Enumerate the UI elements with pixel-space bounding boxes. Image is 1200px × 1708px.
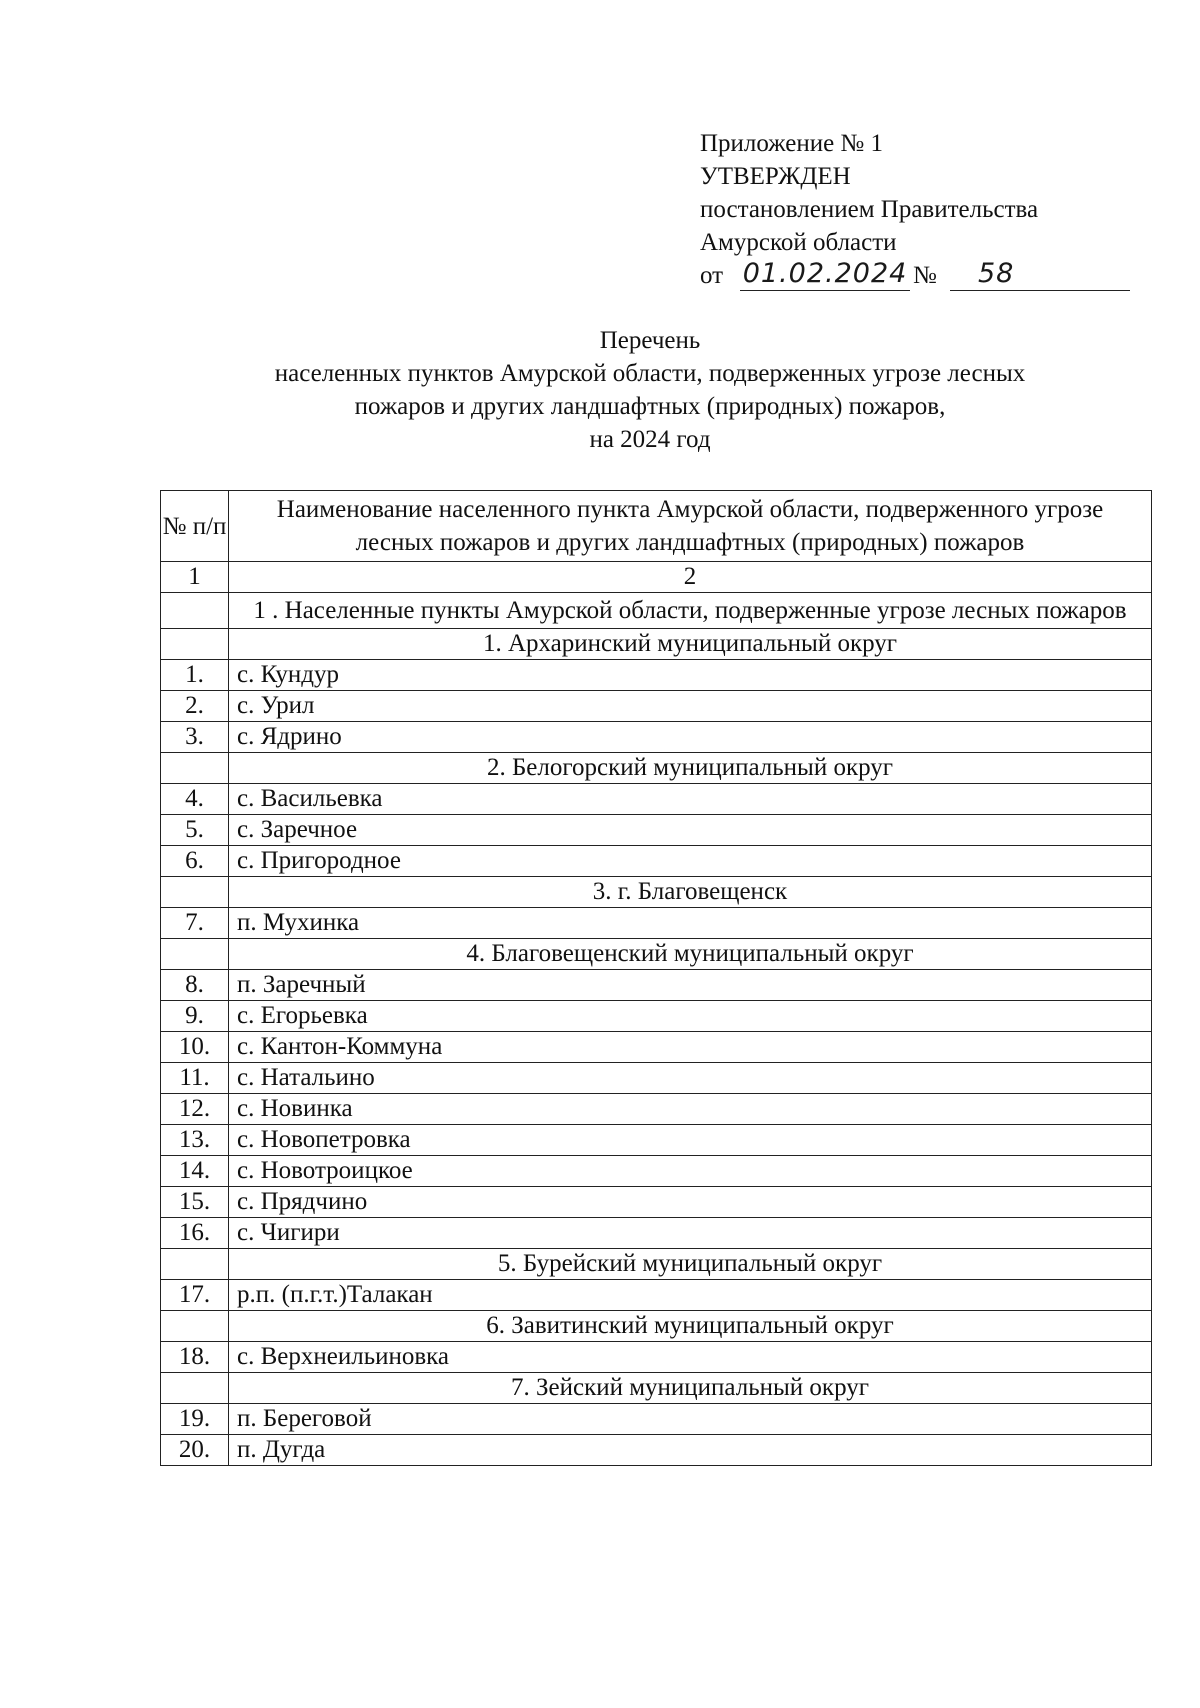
appendix-block (700, 127, 1140, 293)
district-row (161, 1249, 1152, 1280)
settlement-row (161, 1404, 1152, 1435)
from-label: от (700, 262, 724, 289)
settlement-row (161, 722, 1152, 753)
settlement-number: 3. (161, 722, 229, 753)
appendix-number: Приложение № 1 (700, 130, 884, 157)
settlement-name: с. Прядчино (229, 1187, 1152, 1218)
settlement-number: 5. (161, 815, 229, 846)
settlement-number: 2. (161, 691, 229, 722)
settlement-number: 8. (161, 970, 229, 1001)
settlement-number: 14. (161, 1156, 229, 1187)
settlement-name: р.п. (п.г.т.)Талакан (229, 1280, 1152, 1311)
section-heading-row (161, 593, 1152, 629)
settlement-row (161, 691, 1152, 722)
settlement-number: 9. (161, 1001, 229, 1032)
settlement-number: 11. (161, 1063, 229, 1094)
settlement-row (161, 660, 1152, 691)
district-name: 3. г. Благовещенск (229, 877, 1152, 908)
district-number-cell (161, 629, 229, 660)
settlement-number: 4. (161, 784, 229, 815)
district-number-cell (161, 939, 229, 970)
settlement-number: 13. (161, 1125, 229, 1156)
settlement-name: с. Натальино (229, 1063, 1152, 1094)
district-row (161, 629, 1152, 660)
settlement-row (161, 1032, 1152, 1063)
district-row (161, 753, 1152, 784)
district-row (161, 939, 1152, 970)
settlement-number: 6. (161, 846, 229, 877)
settlement-name: п. Заречный (229, 970, 1152, 1001)
settlements-table (160, 490, 1152, 1466)
approval-region: Амурской области (700, 229, 897, 256)
settlement-name: с. Кундур (229, 660, 1152, 691)
number-label: № (913, 262, 937, 289)
settlement-number: 19. (161, 1404, 229, 1435)
district-name: 5. Бурейский муниципальный округ (229, 1249, 1152, 1280)
settlement-row (161, 1342, 1152, 1373)
settlement-number: 10. (161, 1032, 229, 1063)
district-name: 6. Завитинский муниципальный округ (229, 1311, 1152, 1342)
settlement-row (161, 1125, 1152, 1156)
settlement-number: 16. (161, 1218, 229, 1249)
settlement-row (161, 1001, 1152, 1032)
column-index-1: 1 (161, 562, 229, 593)
settlement-name: с. Урил (229, 691, 1152, 722)
settlement-row (161, 1063, 1152, 1094)
document-title (0, 324, 1200, 456)
settlement-row (161, 1156, 1152, 1187)
district-name: 7. Зейский муниципальный округ (229, 1373, 1152, 1404)
settlement-name: с. Васильевка (229, 784, 1152, 815)
settlement-number: 15. (161, 1187, 229, 1218)
approval-authority: постановлением Правительства (700, 196, 1039, 223)
district-number-cell (161, 753, 229, 784)
district-name: 4. Благовещенский муниципальный округ (229, 939, 1152, 970)
settlement-name: с. Пригородное (229, 846, 1152, 877)
settlement-number: 12. (161, 1094, 229, 1125)
district-number-cell (161, 1249, 229, 1280)
district-number-cell (161, 877, 229, 908)
settlement-name: с. Ядрино (229, 722, 1152, 753)
settlement-name: п. Береговой (229, 1404, 1152, 1435)
settlement-row (161, 784, 1152, 815)
district-number-cell (161, 1311, 229, 1342)
settlement-row (161, 908, 1152, 939)
settlement-name: с. Кантон-Коммуна (229, 1032, 1152, 1063)
resolution-date-line (700, 259, 1140, 293)
settlement-number: 20. (161, 1435, 229, 1466)
settlement-name: п. Дугда (229, 1435, 1152, 1466)
settlement-name: с. Верхнеильиновка (229, 1342, 1152, 1373)
column-index-row (161, 562, 1152, 593)
settlement-row (161, 970, 1152, 1001)
settlement-row (161, 1218, 1152, 1249)
settlement-name: с. Чигири (229, 1218, 1152, 1249)
section-number-cell (161, 593, 229, 629)
settlement-name: с. Заречное (229, 815, 1152, 846)
settlement-name: с. Новотроицкое (229, 1156, 1152, 1187)
settlement-number: 1. (161, 660, 229, 691)
settlement-number: 18. (161, 1342, 229, 1373)
section-heading: 1 . Населенные пункты Амурской области, подверженные угрозе лесных пожаров (229, 593, 1152, 629)
district-row (161, 877, 1152, 908)
district-name: 2. Белогорский муниципальный округ (229, 753, 1152, 784)
table-header-row (161, 491, 1152, 562)
district-row (161, 1311, 1152, 1342)
district-number-cell (161, 1373, 229, 1404)
district-name: 1. Архаринский муниципальный округ (229, 629, 1152, 660)
handwritten-number: 58 (950, 257, 1130, 291)
settlement-row (161, 1187, 1152, 1218)
district-row (161, 1373, 1152, 1404)
settlement-name: п. Мухинка (229, 908, 1152, 939)
settlement-number: 17. (161, 1280, 229, 1311)
settlement-number: 7. (161, 908, 229, 939)
title-line-4: на 2024 год (589, 426, 711, 453)
settlement-row (161, 815, 1152, 846)
column-index-2: 2 (229, 562, 1152, 593)
header-name: Наименование населенного пункта Амурской области, подверженного угрозе лесных пожаров и других ландшафтных (природных) пожаров (229, 491, 1152, 562)
title-line-1: Перечень (599, 327, 701, 354)
settlement-name: с. Новопетровка (229, 1125, 1152, 1156)
settlement-row (161, 1094, 1152, 1125)
settlement-row (161, 1435, 1152, 1466)
title-line-2: населенных пунктов Амурской области, подверженных угрозе лесных (274, 360, 1026, 387)
title-line-3: пожаров и других ландшафтных (природных) пожаров, (354, 393, 946, 420)
header-number: № п/п (161, 491, 229, 562)
settlement-name: с. Егорьевка (229, 1001, 1152, 1032)
handwritten-date: 01.02.2024 (740, 257, 910, 291)
settlement-row (161, 1280, 1152, 1311)
settlement-name: с. Новинка (229, 1094, 1152, 1125)
approval-label: УТВЕРЖДЕН (700, 163, 851, 190)
settlement-row (161, 846, 1152, 877)
